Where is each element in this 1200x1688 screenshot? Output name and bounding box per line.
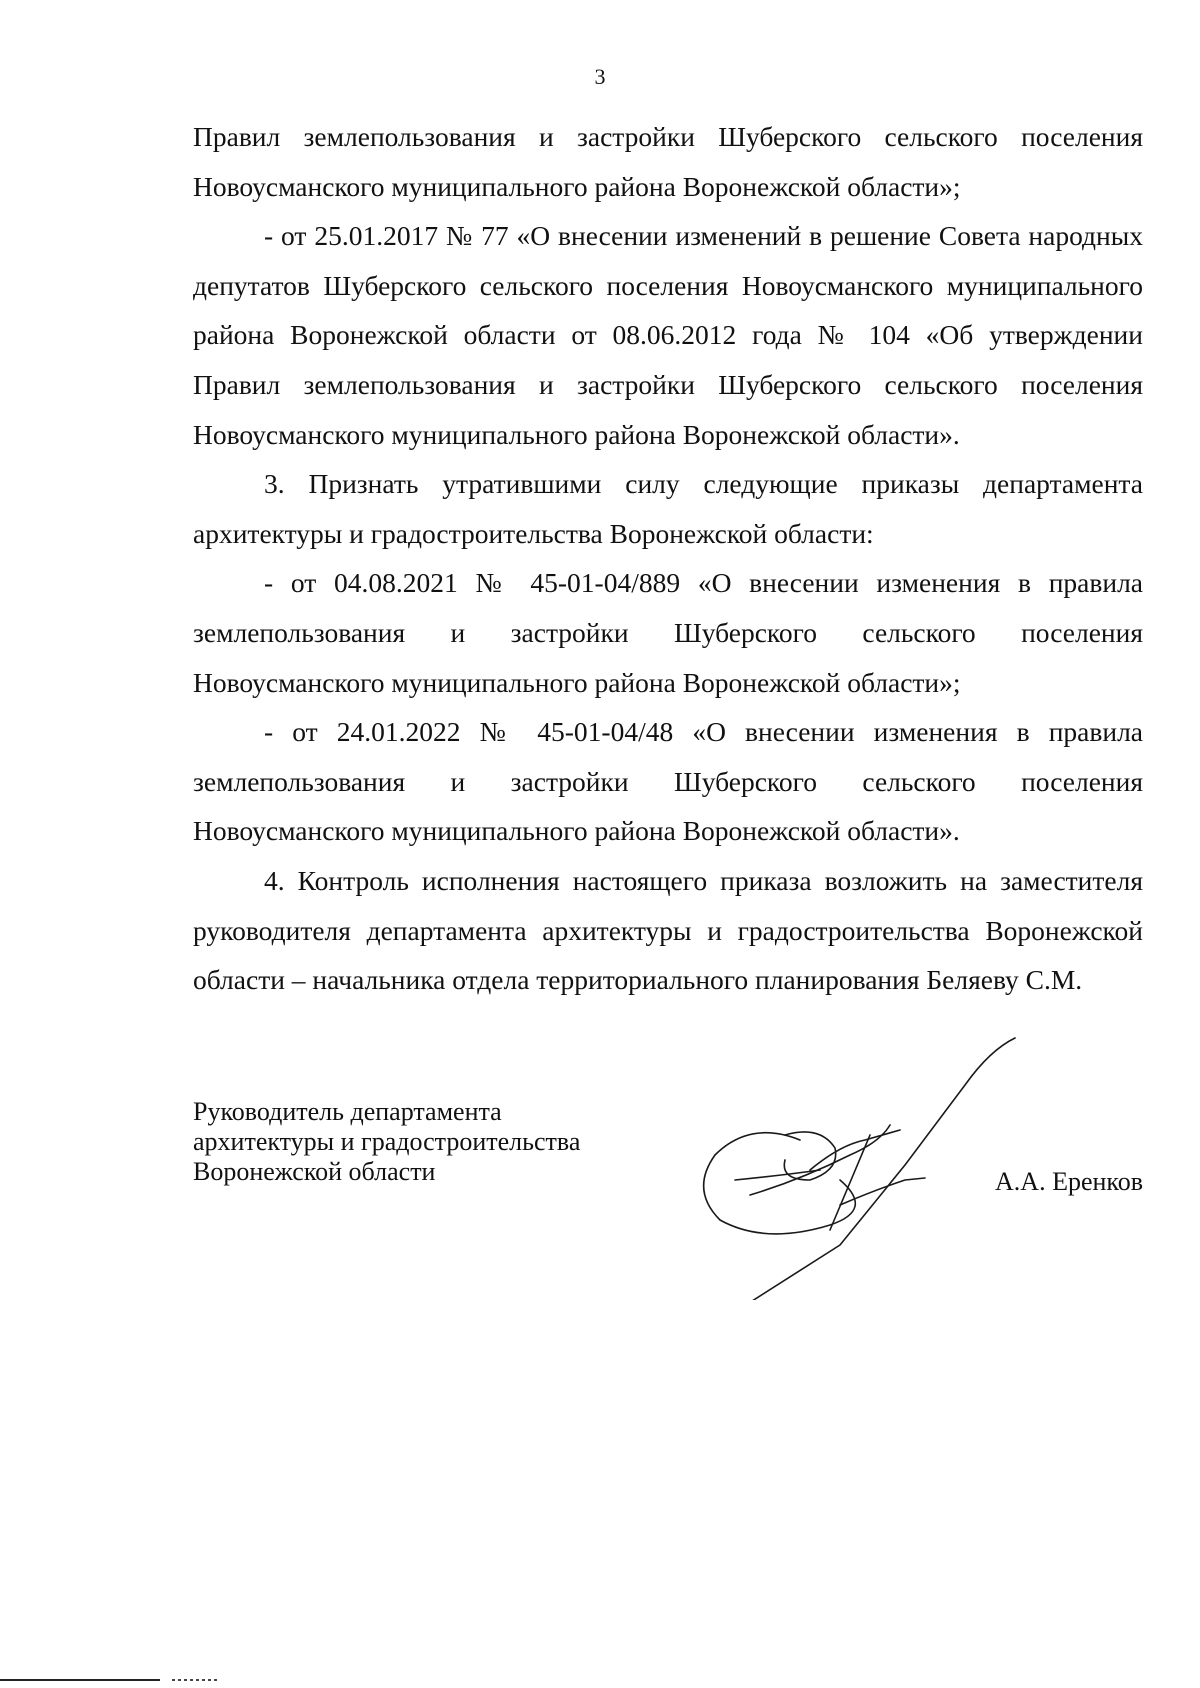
signatory-position: [193, 1097, 580, 1187]
position-line: Руководитель департамента: [193, 1097, 502, 1126]
position-line: Воронежской области: [193, 1157, 436, 1186]
document-body: [193, 112, 1143, 1005]
paragraph-amendment-2017: - от 25.01.2017 № 77 «О внесении изменений в решение Совета народных депутатов Шуберского сельского поселения Новоусманского муниципального района Воронежской области от 08.06.2012 года № 104 «Об утверждении Правил землепользования и застройки Шуберского сельского поселения Новоусманского муниципального района Воронежской области».: [193, 220, 1143, 450]
paragraph-continuation: Правил землепользования и застройки Шуберского сельского поселения Новоусманского муниципального района Воронежской области»;: [193, 121, 1143, 202]
position-line: архитектуры и градостроительства: [193, 1127, 581, 1156]
handwritten-signature: [690, 1030, 1030, 1300]
page-number: 3: [594, 64, 606, 89]
paragraph-item-3: 3. Признать утратившими силу следующие приказы департамента архитектуры и градостроительства Воронежской области:: [193, 468, 1143, 549]
scan-edge-dashes: [172, 1679, 218, 1681]
paragraph-order-2021: - от 04.08.2021 № 45-01-04/889 «О внесении изменения в правила землепользования и застройки Шуберского сельского поселения Новоусманского муниципального района Воронежской области»;: [193, 567, 1143, 698]
signatory-name: А.А. Еренков: [995, 1167, 1143, 1196]
scan-edge-line: [0, 1679, 160, 1681]
paragraph-item-4: 4. Контроль исполнения настоящего приказа возложить на заместителя руководителя департамента архитектуры и градостроительства Воронежской области – начальника отдела территориального планирования Беляеву С.М.: [193, 864, 1143, 996]
paragraph-order-2022: - от 24.01.2022 № 45-01-04/48 «О внесении изменения в правила землепользования и застройки Шуберского сельского поселения Новоусманского муниципального района Воронежской области».: [193, 716, 1143, 847]
